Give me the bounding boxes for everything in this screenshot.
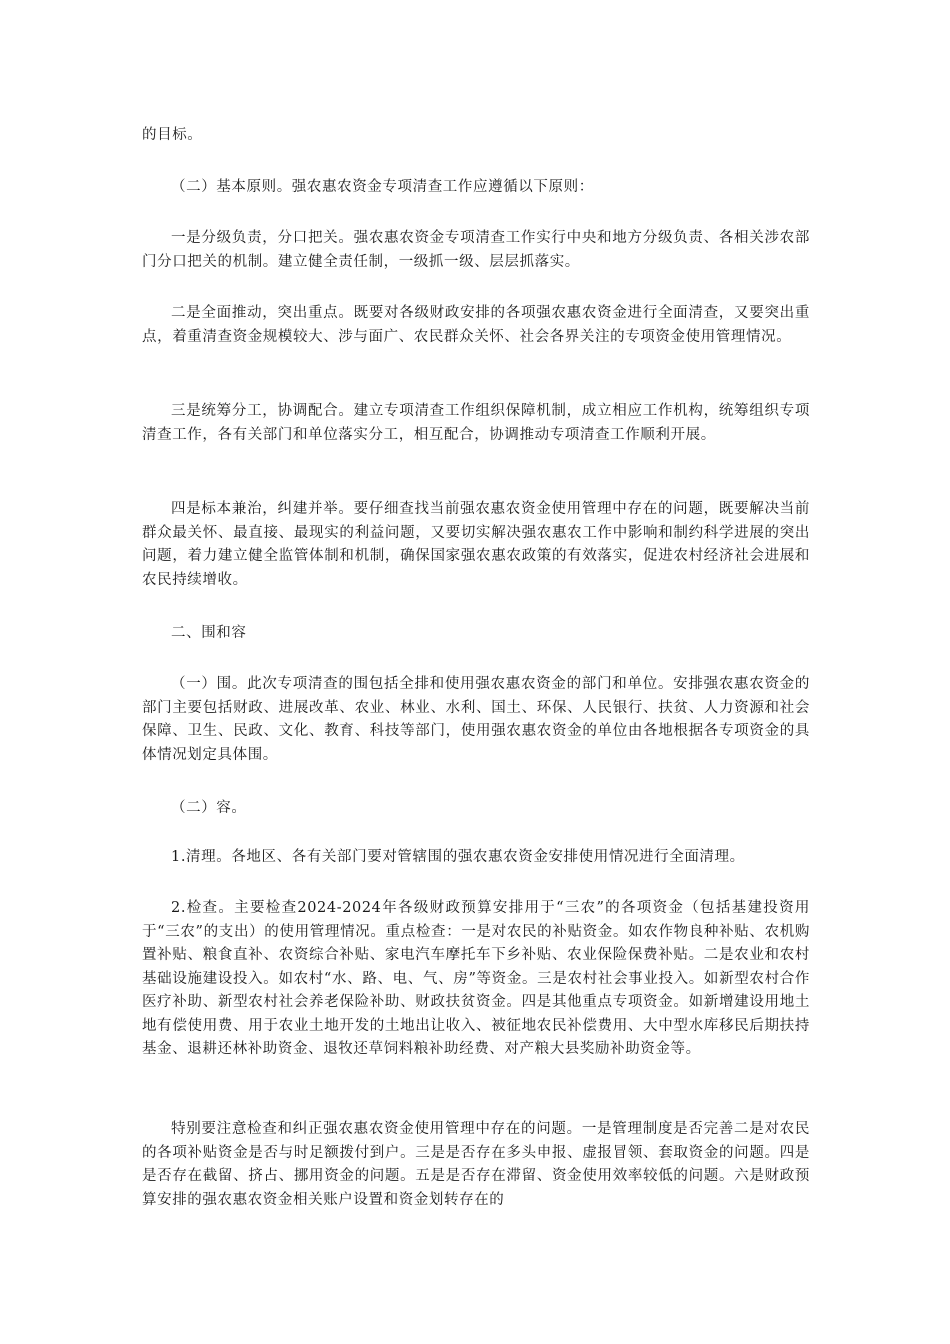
paragraph-content-heading: （二）容。 — [171, 800, 247, 816]
paragraph-inspection: 2.检查。主要检查2024-2024年各级财政预算安排用于“三农”的各项资金（包括基建投资用于“三农”的支出）的使用管理情况。重点检查：一是对农民的补贴资金。如农作物良种补贴、农机购置补贴、粮食直补、农资综合补贴、家电汽车摩托车下乡补贴、农业保险保费补贴。二是农业和农村基础设施建设投入。如农村“水、路、电、气、房”等资金。三是农村社会事业投入。如新型农村合作医疗补助、新型农村社会养老保险补助、财政扶贫资金。四是其他重点专项资金。如新增建设用地土地有偿使用费、用于农业土地开发的土地出让收入、被征地农民补偿费用、大中型水库移民后期扶持基金、退耕还林补助资金、退牧还草饲料粮补助经费、对产粮大县奖励补助资金等。 — [142, 900, 810, 1057]
paragraph-principle-1: 一是分级负责，分口把关。强农惠农资金专项清查工作实行中央和地方分级负责、各相关涉农部门分口把关的机制。建立健全责任制，一级抓一级、层层抓落实。 — [142, 230, 810, 270]
paragraph-cleanup: 1.清理。各地区、各有关部门要对管辖围的强农惠农资金安排使用情况进行全面清理。 — [171, 849, 745, 865]
paragraph-principle-3: 三是统筹分工，协调配合。建立专项清查工作组织保障机制，成立相应工作机构，统筹组织专项清查工作，各有关部门和单位落实分工，相互配合，协调推动专项清查工作顺利开展。 — [142, 403, 810, 443]
paragraph-basic-principles: （二）基本原则。强农惠农资金专项清查工作应遵循以下原则： — [171, 179, 594, 195]
paragraph-scope: （一）围。此次专项清查的围包括全排和使用强农惠农资金的部门和单位。安排强农惠农资金的部门主要包括财政、进展改革、农业、林业、水利、国土、环保、人民银行、扶贫、人力资源和社会保障、卫生、民政、文化、教育、科技等部门，使用强农惠农资金的单位由各地根据各专项资金的具体情况划定具体围。 — [142, 676, 810, 763]
paragraph-continuation: 的目标。 — [142, 127, 203, 143]
paragraph-principle-2: 二是全面推动，突出重点。既要对各级财政安排的各项强农惠农资金进行全面清查，又要突出重点，着重清查资金规模较大、涉与面广、农民群众关怀、社会各界关注的专项资金使用管理情况。 — [142, 305, 810, 345]
paragraph-principle-4: 四是标本兼治，纠建并举。要仔细查找当前强农惠农资金使用管理中存在的问题，既要解决当前群众最关怀、最直接、最现实的利益问题，又要切实解决强农惠农工作中影响和制约科学进展的突出问题，着力建立健全监管体制和机制，确保国家强农惠农政策的有效落实，促进农村经济社会进展和农民持续增收。 — [142, 501, 810, 588]
paragraph-special-attention: 特别要注意检查和纠正强农惠农资金使用管理中存在的问题。一是管理制度是否完善二是对农民的各项补贴资金是否与时足额拨付到户。三是是否存在多头申报、虚报冒领、套取资金的问题。四是是否存在截留、挤占、挪用资金的问题。五是是否存在滞留、资金使用效率较低的问题。六是财政预算安排的强农惠农资金相关账户设置和资金划转存在的 — [142, 1121, 810, 1208]
section-heading-scope: 二、围和容 — [171, 625, 247, 641]
